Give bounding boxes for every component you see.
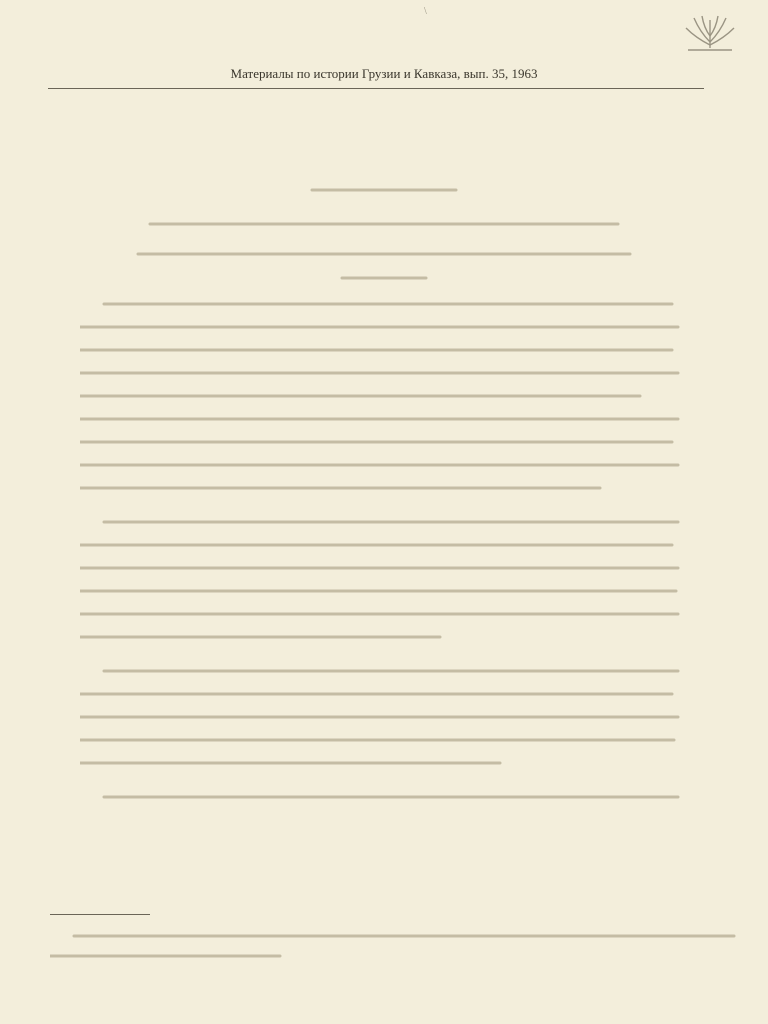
- scan-mark: \: [424, 6, 427, 17]
- library-stamp-icon: [670, 12, 750, 76]
- footnote: [50, 926, 740, 966]
- article-body: [80, 180, 688, 820]
- journal-title-russian: Материалы по истории Грузии и Кавказа, вып. 35, 1963: [230, 66, 538, 81]
- header-divider: [48, 88, 704, 89]
- footnote-divider: [50, 914, 150, 915]
